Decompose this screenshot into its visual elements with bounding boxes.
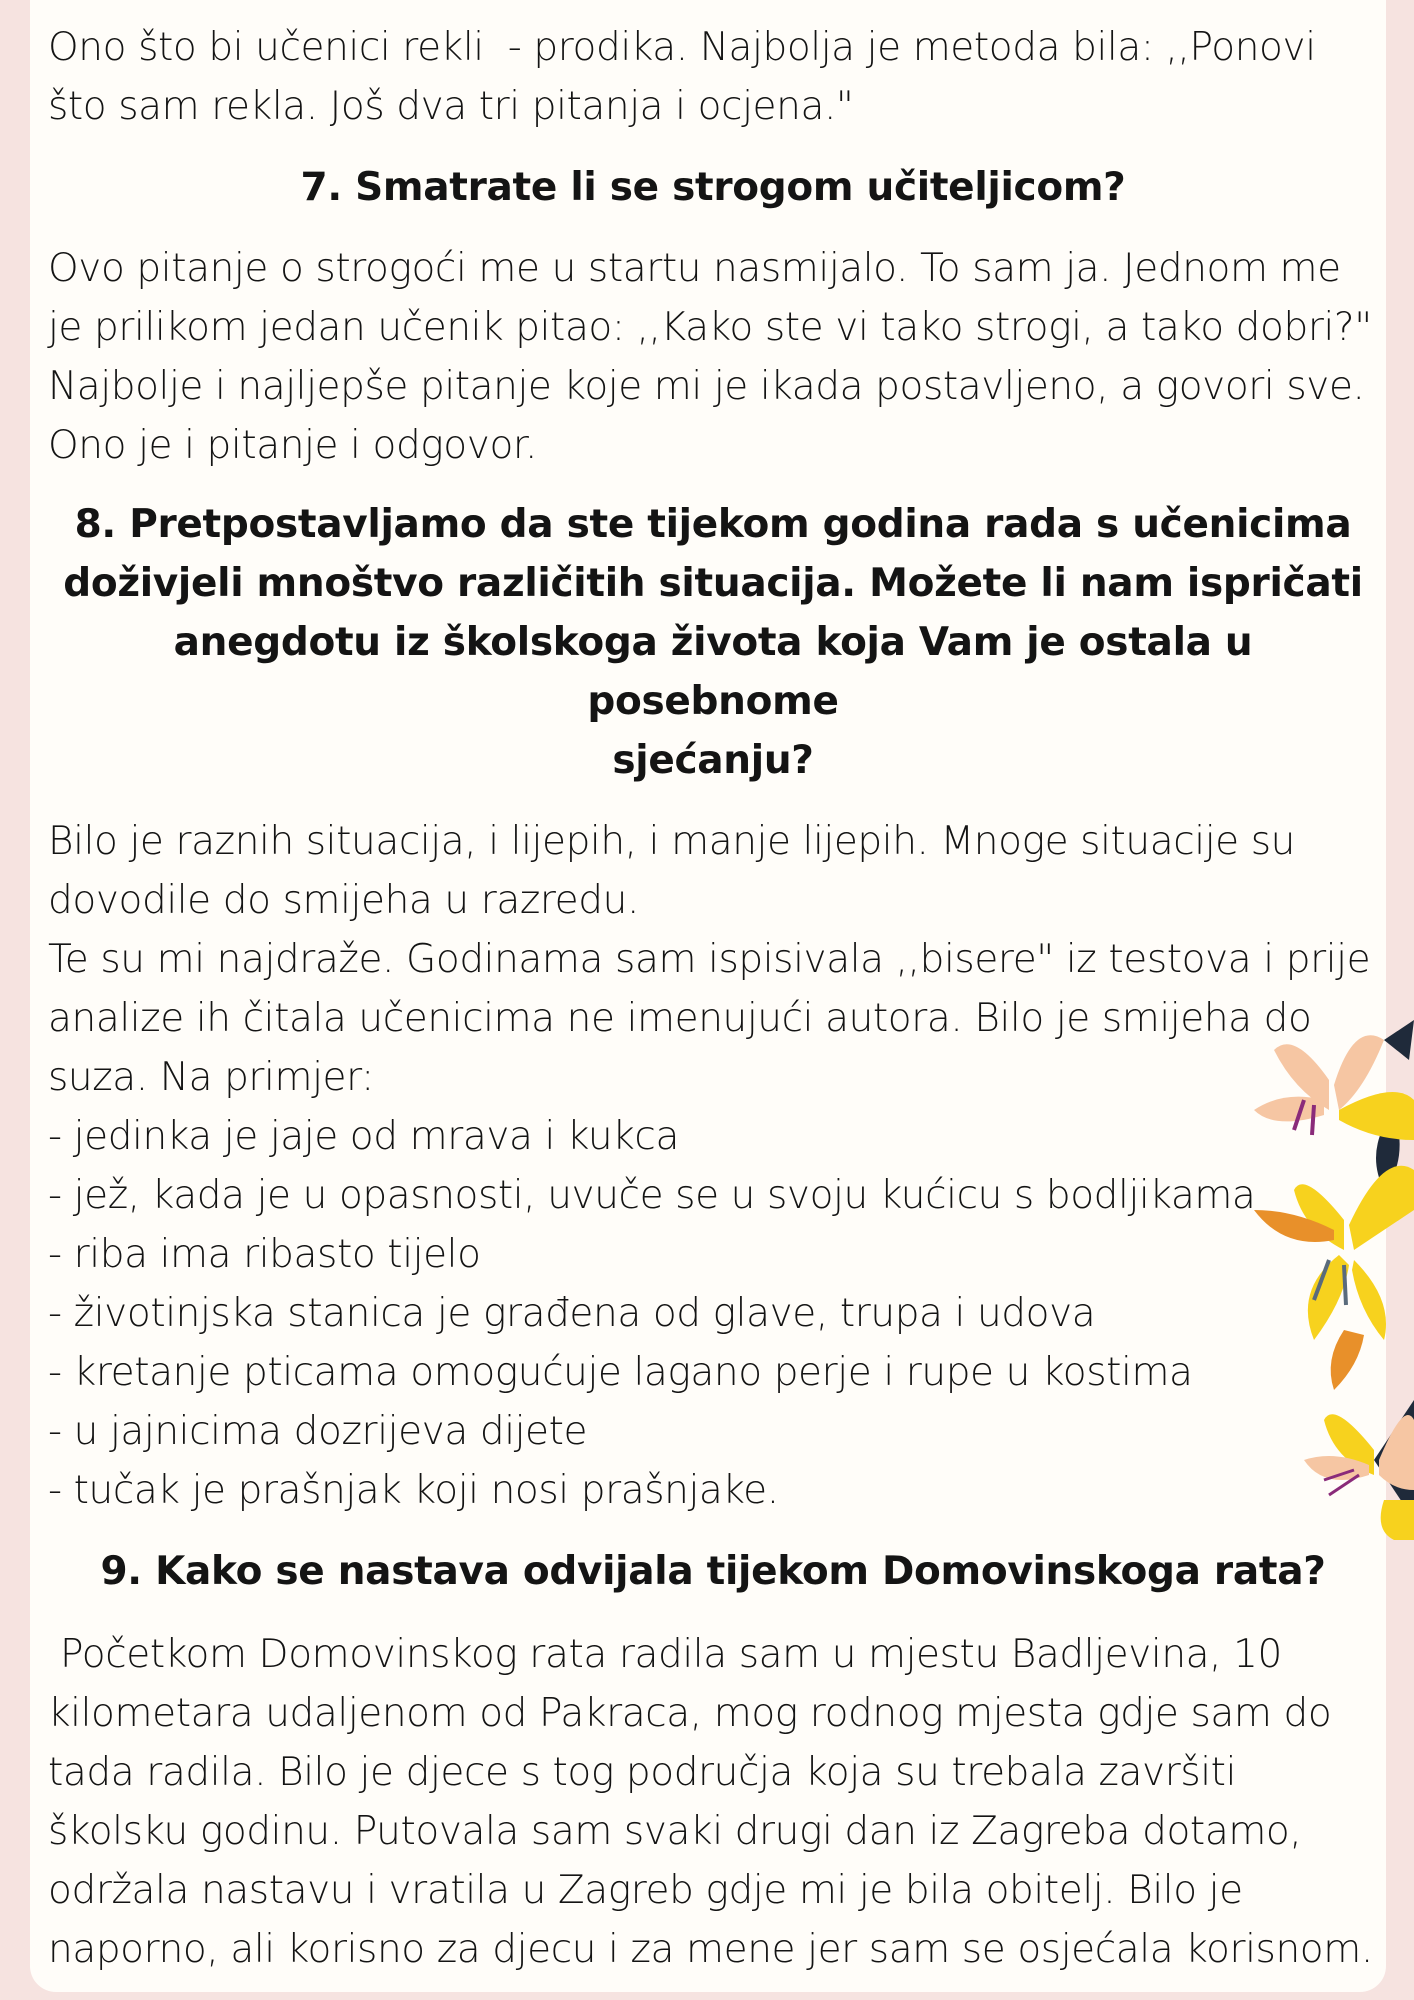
answer-line: analize ih čitala učenicima ne imenujući autora. Bilo je smijeha do: [48, 996, 1312, 1041]
question-line: anegdotu iz školskoga života koja Vam je ostala u posebnome: [173, 620, 1253, 724]
question-line: 8. Pretpostavljamo da ste tijekom godina rada s učenicima: [74, 502, 1352, 547]
lily-flower-decoration: [1234, 1020, 1414, 1540]
question-7-heading: 7. Smatrate li se strogom učiteljicom?: [300, 165, 1126, 210]
answer-line: Te su mi najdraže. Godinama sam ispisivala ,,bisere" iz testova i prije: [48, 937, 1371, 982]
intro-line: Ono što bi učenici rekli - prodika. Najbolja je metoda bila: ,,Ponovi: [48, 25, 1316, 70]
answer-9-paragraph: [48, 1625, 1378, 1979]
answer-line: dovodile do smijeha u razredu.: [48, 878, 639, 923]
answer-line: Bilo je raznih situacija, i lijepih, i manje lijepih. Mnoge situacije su: [48, 819, 1295, 864]
answer-line: suza. Na primjer:: [48, 1055, 374, 1100]
answer-line: Ono je i pitanje i odgovor.: [48, 423, 537, 468]
list-item: - jedinka je jaje od mrava i kukca: [48, 1114, 679, 1159]
answer-line: Početkom Domovinskog rata radila sam u mjestu Badljevina, 10: [48, 1632, 1282, 1677]
answer-line: kilometara udaljenom od Pakraca, mog rodnog mjesta gdje sam do: [48, 1691, 1332, 1736]
answer-line: naporno, ali korisno za djecu i za mene jer sam se osjećala korisnom.: [48, 1927, 1373, 1972]
list-item: - kretanje pticama omogućuje lagano perje i rupe u kostima: [48, 1350, 1193, 1395]
intro-paragraph: [48, 18, 1378, 136]
answer-line: je prilikom jedan učenik pitao: ,,Kako ste vi tako strogi, a tako dobri?": [48, 305, 1372, 350]
answer-line: Najbolje i najljepše pitanje koje mi je ikada postavljeno, a govori sve.: [48, 364, 1365, 409]
question-9-heading: 9. Kako se nastava odvijala tijekom Domovinskoga rata?: [100, 1549, 1326, 1594]
list-item: - riba ima ribasto tijelo: [48, 1232, 481, 1277]
answer-8-paragraph: [48, 812, 1378, 1520]
list-item: - životinjska stanica je građena od glave, trupa i udova: [48, 1291, 1096, 1336]
intro-line: što sam rekla. Još dva tri pitanja i ocjena.": [48, 84, 854, 129]
question-line: doživjeli mnoštvo različitih situacija. Možete li nam ispričati: [63, 561, 1363, 606]
answer-line: tada radila. Bilo je djece s tog područja koja su trebala završiti: [48, 1750, 1237, 1795]
answer-line: školsku godinu. Putovala sam svaki drugi dan iz Zagreba dotamo,: [48, 1809, 1302, 1854]
answer-7-paragraph: [48, 239, 1378, 475]
answer-line: Ovo pitanje o strogoći me u startu nasmijalo. To sam ja. Jednom me: [48, 246, 1341, 291]
article-content: [48, 18, 1378, 1979]
list-item: - jež, kada je u opasnosti, uvuče se u svoju kućicu s bodljikama: [48, 1173, 1256, 1218]
list-item: - tučak je prašnjak koji nosi prašnjake.: [48, 1468, 779, 1513]
question-line: sjećanju?: [612, 738, 814, 783]
list-item: - u jajnicima dozrijeva dijete: [48, 1409, 588, 1454]
question-8-heading: [48, 495, 1378, 790]
answer-line: održala nastavu i vratila u Zagreb gdje mi je bila obitelj. Bilo je: [48, 1868, 1243, 1913]
